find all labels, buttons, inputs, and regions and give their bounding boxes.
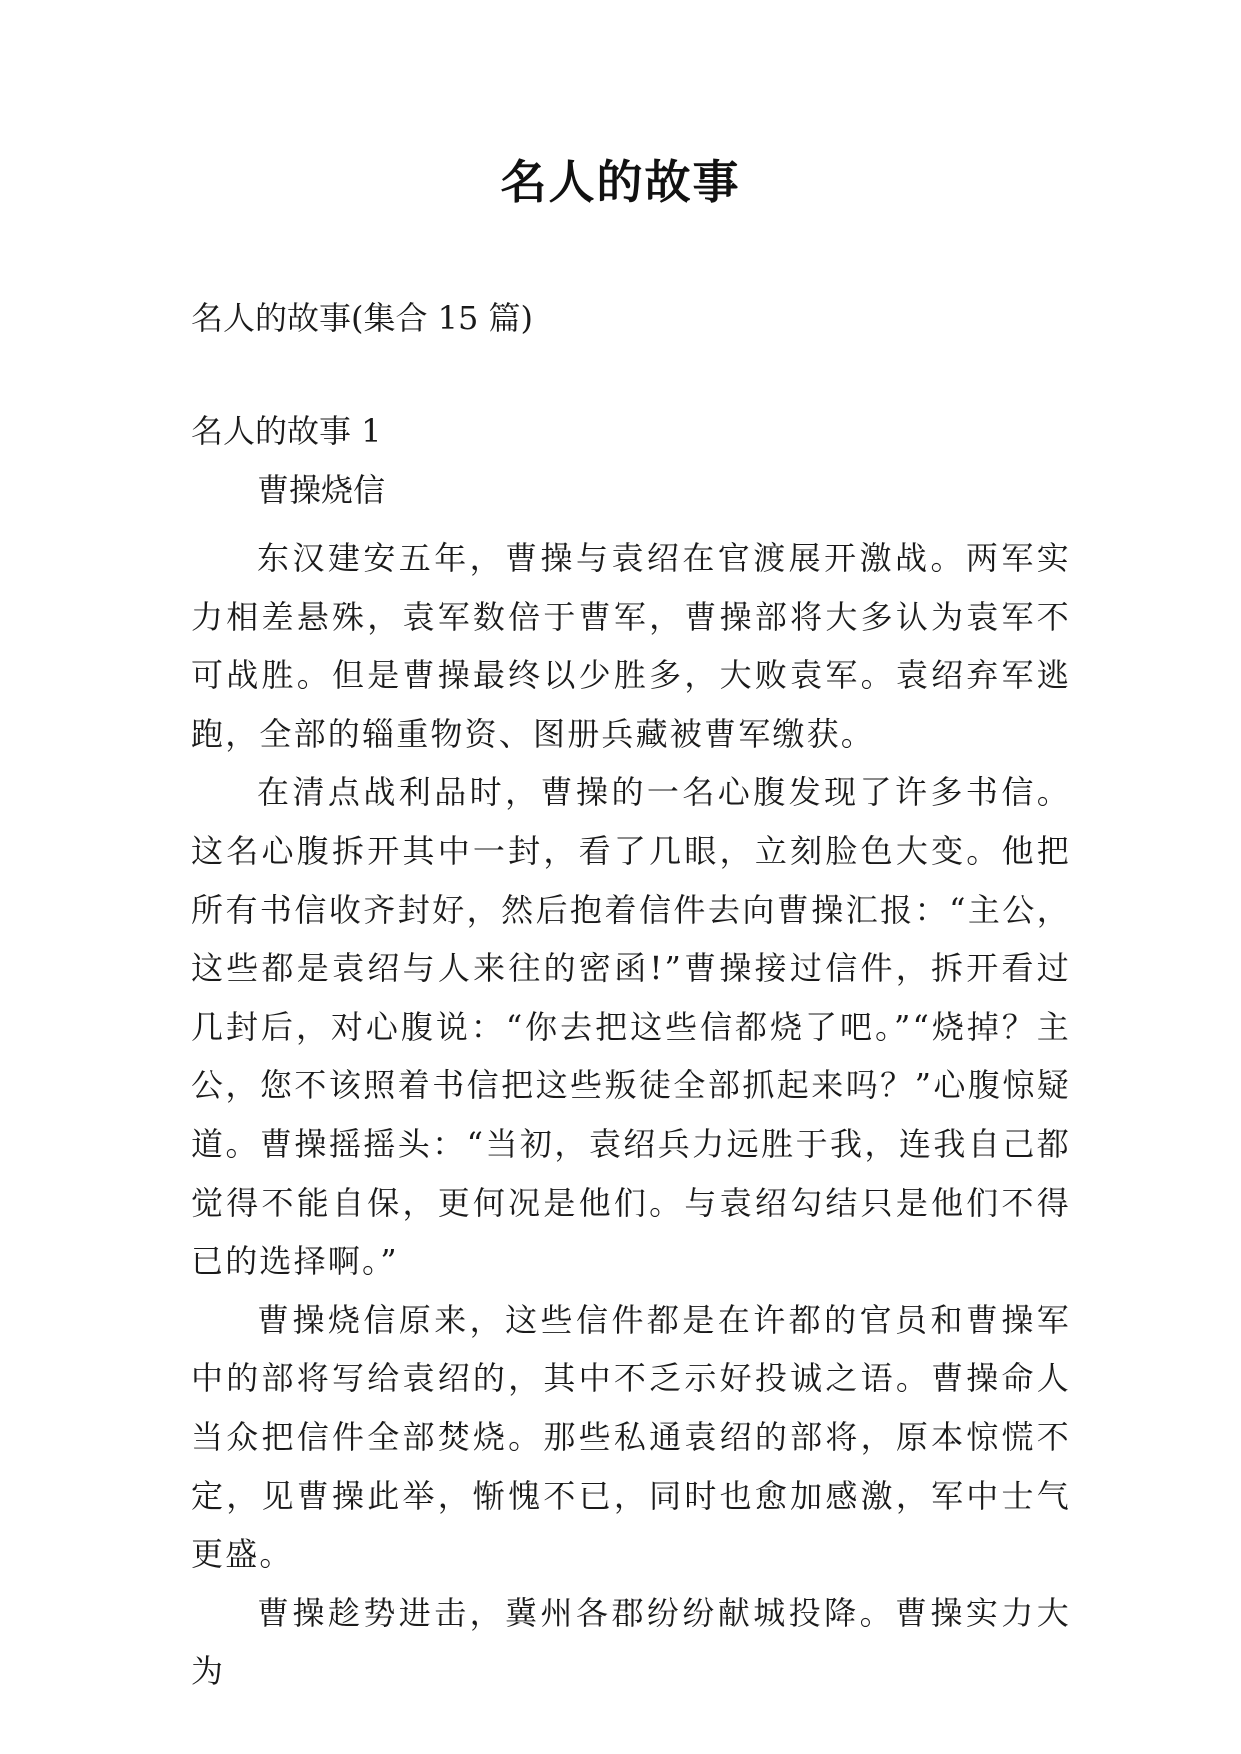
paragraph-3: 曹操烧信原来，这些信件都是在许都的官员和曹操军中的部将写给袁绍的，其中不乏示好投诚之语。曹操命人当众把信件全部焚烧。那些私通袁绍的部将，原本惊慌不定，见曹操此举，惭愧不已，同时也愈加感激，军中士气更盛。 <box>191 1300 1071 1574</box>
story-body <box>191 529 1071 1701</box>
story-title: 曹操烧信 <box>257 471 386 509</box>
paragraph-1: 东汉建安五年，曹操与袁绍在官渡展开激战。两军实力相差悬殊，袁军数倍于曹军，曹操部将大多认为袁军不可战胜。但是曹操最终以少胜多，大败袁军。袁绍弃军逃跑，全部的辎重物资、图册兵藏被曹军缴获。 <box>191 539 1071 753</box>
paragraph-4: 曹操趁势进击，冀州各郡纷纷献城投降。曹操实力大为 <box>191 1593 1071 1691</box>
section-heading: 名人的故事 1 <box>191 412 382 450</box>
document-title: 名人的故事 <box>500 155 741 209</box>
paragraph-2: 在清点战利品时，曹操的一名心腹发现了许多书信。这名心腹拆开其中一封，看了几眼，立刻脸色大变。他把所有书信收齐封好，然后抱着信件去向曹操汇报：“主公，这些都是袁绍与人来往的密函!”曹操接过信件，拆开看过几封后，对心腹说：“你去把这些信都烧了吧。”“烧掉？主公，您不该照着书信把这些叛徒全部抓起来吗？”心腹惊疑道。曹操摇摇头：“当初，袁绍兵力远胜于我，连我自己都觉得不能自保，更何况是他们。与袁绍勾结只是他们不得已的选择啊。” <box>191 773 1071 1281</box>
document-subtitle: 名人的故事(集合 15 篇) <box>191 299 534 337</box>
